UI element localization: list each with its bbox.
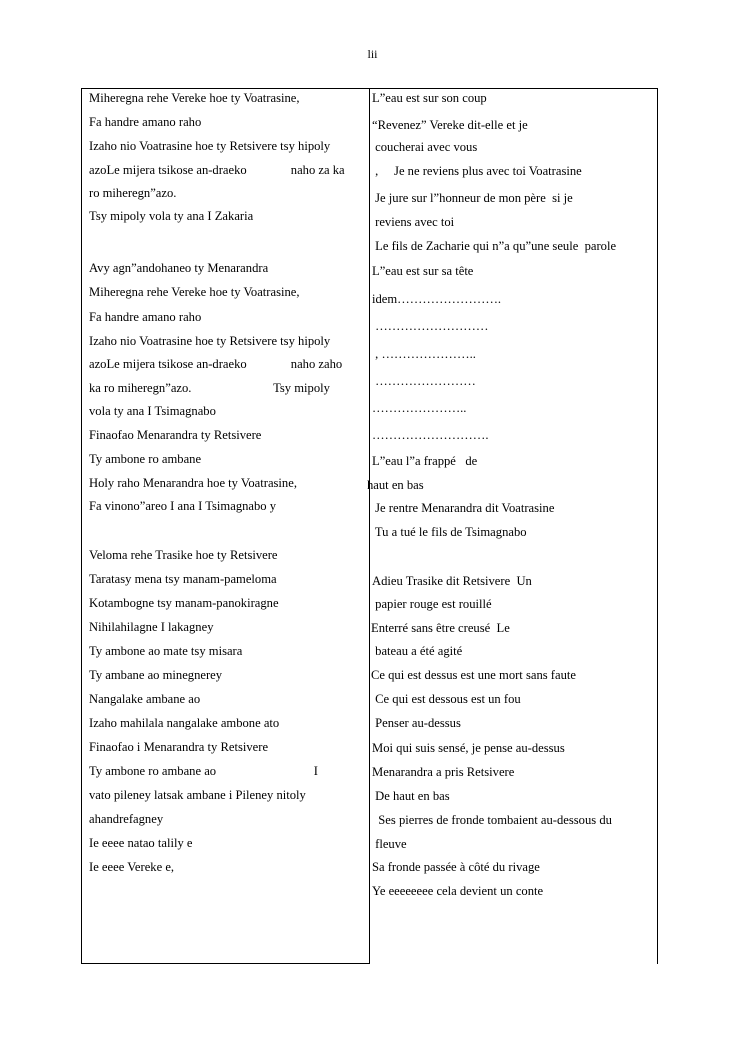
left-line: ro miheregn”azo. [89, 186, 177, 200]
right-line: , Je ne reviens plus avec toi Voatrasine [372, 164, 582, 178]
left-line: vato pileney latsak ambane i Pileney nitoly [89, 788, 306, 802]
right-line: Ye eeeeeeee cela devient un conte [372, 884, 544, 898]
left-line: Izaho nio Voatrasine hoe ty Retsivere tsy hipoly [89, 139, 331, 153]
right-line: ………………….. [372, 401, 467, 415]
page-number: lii [367, 47, 378, 61]
left-line: Miheregna rehe Vereke hoe ty Voatrasine, [89, 91, 300, 105]
table-bottom-border-left [81, 963, 370, 964]
right-line: papier rouge est rouillé [372, 597, 492, 611]
left-line: Fa handre amano raho [89, 115, 202, 129]
left-line: Kotambogne tsy manam-panokiragne [89, 596, 279, 610]
right-line: De haut en bas [372, 789, 450, 803]
left-line: Miheregna rehe Vereke hoe ty Voatrasine, [89, 285, 300, 299]
right-line: fleuve [372, 837, 407, 851]
left-line: Ie eeee Vereke e, [89, 860, 175, 874]
right-line: Penser au-dessus [372, 716, 461, 730]
right-line: Moi qui suis sensé, je pense au-dessus [372, 741, 565, 755]
right-line: , ………………….. [372, 347, 476, 361]
right-line: L”eau est sur son coup [372, 91, 487, 105]
right-line: Menarandra a pris Retsivere [372, 765, 515, 779]
text-table [81, 88, 658, 964]
right-line: Je rentre Menarandra dit Voatrasine [372, 501, 555, 515]
right-line: Ce qui est dessous est un fou [372, 692, 521, 706]
right-line: Le fils de Zacharie qui n”a qu”une seule parole [372, 239, 617, 253]
right-line: …………………… [372, 374, 476, 388]
left-line: Finaofao Menarandra ty Retsivere [89, 428, 262, 442]
right-line: bateau a été agité [372, 644, 463, 658]
left-line: Tsy mipoly vola ty ana I Zakaria [89, 209, 254, 223]
right-line: Ce qui est dessus est une mort sans faute [371, 668, 576, 682]
right-line: reviens avec toi [372, 215, 455, 229]
right-line: Ses pierres de fronde tombaient au-dessous du [372, 813, 612, 827]
right-line: haut en bas [367, 478, 424, 492]
left-line: Ie eeee natao talily e [89, 836, 193, 850]
left-line: Avy agn”andohaneo ty Menarandra [89, 261, 269, 275]
left-line: Izaho nio Voatrasine hoe ty Retsivere tsy hipoly [89, 334, 331, 348]
right-line: Tu a tué le fils de Tsimagnabo [372, 525, 527, 539]
right-line: L”eau est sur sa tête [372, 264, 474, 278]
right-line: ………………………. [372, 428, 489, 442]
left-line: Ty ambane ao minegnerey [89, 668, 223, 682]
right-line: Je jure sur l”honneur de mon père si je [372, 191, 573, 205]
left-line: Izaho mahilala nangalake ambone ato [89, 716, 280, 730]
left-line: Fa handre amano raho [89, 310, 202, 324]
right-line: ……………………… [372, 319, 489, 333]
right-line: L”eau l”a frappé de [372, 454, 478, 468]
left-line: Nangalake ambane ao [89, 692, 201, 706]
left-line: Ty ambone ao mate tsy misara [89, 644, 243, 658]
right-line: Sa fronde passée à côté du rivage [372, 860, 540, 874]
table-right-border [657, 88, 658, 964]
left-line: Veloma rehe Trasike hoe ty Retsivere [89, 548, 278, 562]
column-divider [369, 88, 370, 964]
right-line: Adieu Trasike dit Retsivere Un [372, 574, 532, 588]
left-line: Holy raho Menarandra hoe ty Voatrasine, [89, 476, 297, 490]
left-line: azoLe mijera tsikose an-draeko naho za ka [89, 163, 345, 177]
left-line: Nihilahilagne I lakagney [89, 620, 214, 634]
right-line: Enterré sans être creusé Le [371, 621, 510, 635]
left-line: Ty ambone ro ambane ao I [89, 764, 318, 778]
left-line: Taratasy mena tsy manam-pameloma [89, 572, 277, 586]
left-line: Fa vinono”areo I ana I Tsimagnabo y [89, 499, 277, 513]
left-line: azoLe mijera tsikose an-draeko naho zaho [89, 357, 343, 371]
left-line: vola ty ana I Tsimagnabo [89, 404, 216, 418]
left-line: ahandrefagney [89, 812, 164, 826]
table-left-border [81, 88, 82, 964]
right-line: coucherai avec vous [372, 140, 478, 154]
left-line: Finaofao i Menarandra ty Retsivere [89, 740, 269, 754]
left-line: ka ro miheregn”azo. Tsy mipoly [89, 381, 330, 395]
right-line: idem……………………. [372, 292, 502, 306]
right-line: “Revenez” Vereke dit-elle et je [372, 118, 528, 132]
left-line: Ty ambone ro ambane [89, 452, 202, 466]
